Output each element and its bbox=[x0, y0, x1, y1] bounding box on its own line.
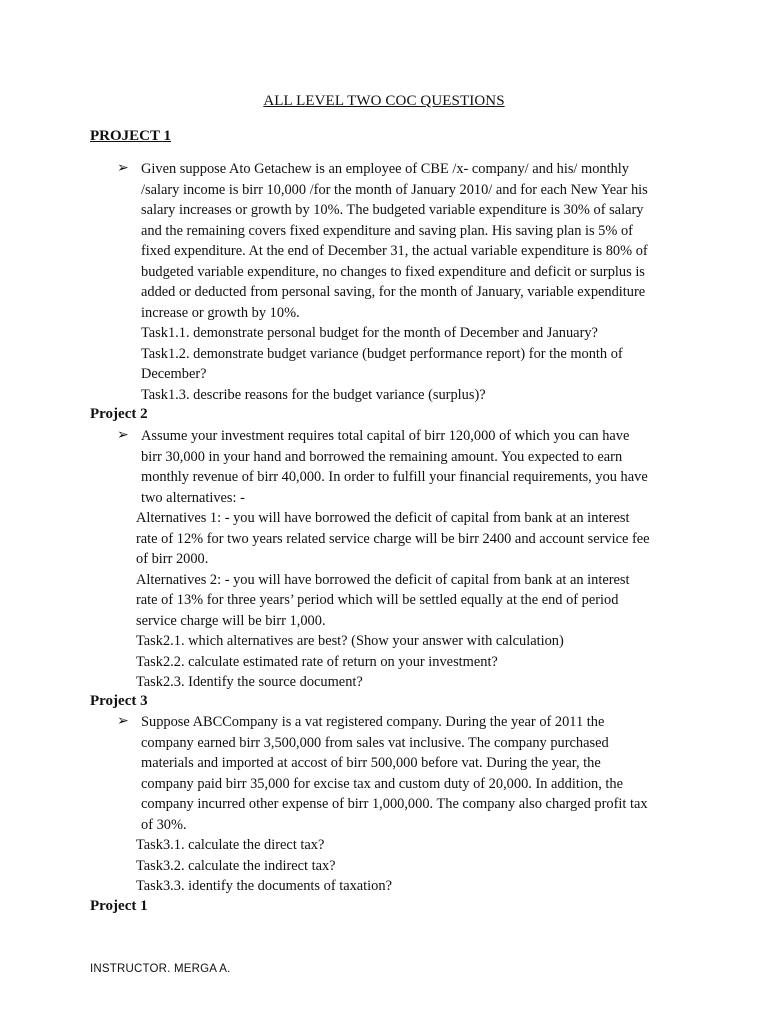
project2-line: two alternatives: - bbox=[141, 489, 245, 506]
project2-body-line: rate of 12% for two years related service charge will be birr 2400 and account service fee bbox=[136, 530, 650, 547]
project3-line: company earned birr 3,500,000 from sales vat inclusive. The company purchased bbox=[141, 734, 609, 751]
project3-line: Suppose ABCCompany is a vat registered company. During the year of 2011 the bbox=[141, 714, 605, 730]
project2-line: Assume your investment requires total capital of birr 120,000 of which you can have bbox=[141, 428, 630, 444]
project2-bullet bbox=[117, 426, 681, 508]
project1-line: /salary income is birr 10,000 /for the month of January 2010/ and for each New Year his bbox=[141, 181, 648, 198]
project2-body bbox=[136, 508, 696, 693]
project3-line: of 30%. bbox=[141, 816, 187, 833]
project1-line: added or deducted from personal saving, for the month of January, variable expenditure bbox=[141, 284, 646, 300]
project2-line: birr 30,000 in your hand and borrowed the remaining amount. You expected to earn bbox=[141, 448, 623, 465]
project1-line: salary increases or growth by 10%. The budgeted variable expenditure is 30% of salary bbox=[141, 202, 644, 218]
project3-tasks bbox=[136, 835, 696, 897]
project1-line: Given suppose Ato Getachew is an employee of CBE /x- company/ and his/ monthly bbox=[141, 161, 629, 177]
project2-line: monthly revenue of birr 40,000. In order to fulfill your financial requirements, you have bbox=[141, 469, 648, 485]
project3-task: Task3.2. calculate the indirect tax? bbox=[136, 857, 336, 874]
project1-task: Task1.2. demonstrate budget variance (budget performance report) for the month of bbox=[141, 345, 623, 362]
project2-body-line: Alternatives 2: - you will have borrowed the deficit of capital from bank at an interest bbox=[136, 571, 630, 588]
project2-task: Task2.2. calculate estimated rate of return on your investment? bbox=[136, 653, 498, 670]
page-footer: INSTRUCTOR. MERGA A. bbox=[90, 963, 231, 975]
project1-line: budgeted variable expenditure, no changes to fixed expenditure and deficit or surplus is bbox=[141, 263, 645, 280]
project1-bullet bbox=[117, 159, 681, 405]
project2-heading: Project 2 bbox=[90, 406, 148, 422]
document-title: ALL LEVEL TWO COC QUESTIONS bbox=[263, 93, 505, 109]
project3-heading: Project 3 bbox=[90, 693, 148, 709]
bullet-arrow-icon: ➢ bbox=[117, 428, 129, 443]
project1-task: Task1.3. describe reasons for the budget variance (surplus)? bbox=[141, 386, 486, 403]
project1-again-heading: Project 1 bbox=[90, 898, 148, 914]
project3-task: Task3.3. identify the documents of taxation? bbox=[136, 878, 392, 894]
project3-line: company paid birr 35,000 for excise tax and custom duty of 20,000. In addition, the bbox=[141, 775, 623, 792]
project1-line: fixed expenditure. At the end of December 31, the actual variable expenditure is 80% of bbox=[141, 243, 648, 259]
project1-heading: PROJECT 1 bbox=[90, 128, 171, 144]
project1-line: increase or growth by 10%. bbox=[141, 304, 300, 321]
project1-task: Task1.1. demonstrate personal budget for the month of December and January? bbox=[141, 325, 598, 341]
project3-line: company incurred other expense of birr 1,000,000. The company also charged profit tax bbox=[141, 796, 648, 812]
project3-bullet bbox=[117, 712, 681, 835]
project2-body-line: of birr 2000. bbox=[136, 551, 209, 567]
project3-line: materials and imported at accost of birr 500,000 before vat. During the year, the bbox=[141, 755, 601, 771]
project2-body-line: service charge will be birr 1,000. bbox=[136, 612, 326, 629]
bullet-arrow-icon: ➢ bbox=[117, 161, 129, 176]
project3-task: Task3.1. calculate the direct tax? bbox=[136, 837, 325, 853]
project2-body-line: rate of 13% for three years’ period which will be settled equally at the end of period bbox=[136, 592, 619, 608]
project2-task: Task2.3. Identify the source document? bbox=[136, 674, 363, 690]
project2-body-line: Alternatives 1: - you will have borrowed the deficit of capital from bank at an interest bbox=[136, 510, 630, 526]
project1-line: and the remaining covers fixed expenditure and saving plan. His saving plan is 5% of bbox=[141, 222, 633, 239]
project2-task: Task2.1. which alternatives are best? (Show your answer with calculation) bbox=[136, 633, 564, 649]
bullet-arrow-icon: ➢ bbox=[117, 714, 129, 729]
project1-task: December? bbox=[141, 366, 207, 382]
